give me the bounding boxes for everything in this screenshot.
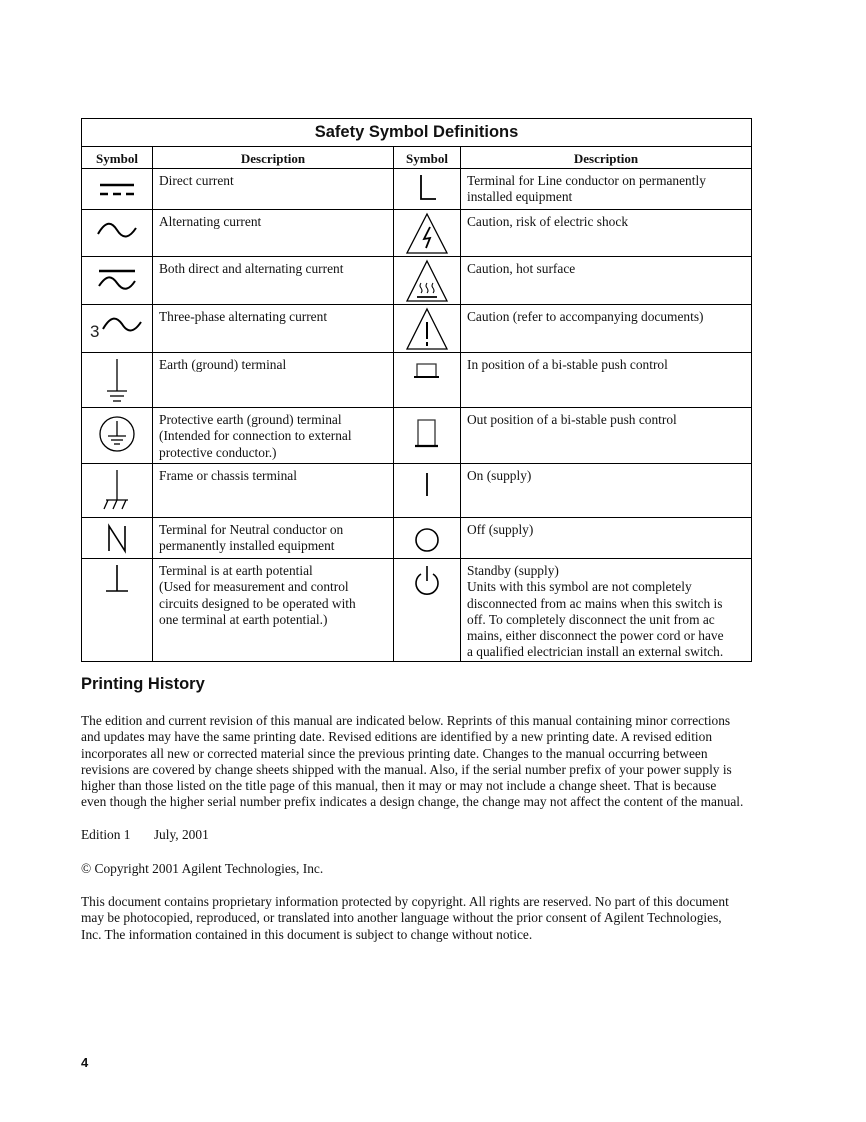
symbol-cell [82, 257, 153, 305]
printing-history-paragraph: The edition and current revision of this manual are indicated below. Reprints of this manual containing minor corrections and updates may have the same printing date. Revised editions are identified by a new printing date. A revised edition incorporates all new or corrected material since the previous printing date. Changes to the manual occurring between revisions are covered by change sheets shipped with the manual. Also, if the serial number prefix of your power supply is higher than those listed on the title page of this manual, then it may or may not include a change sheet. That is because even though the higher serial number prefix indicates a design change, the change may not affect the content of the manual. [81, 713, 744, 810]
description-cell: Alternating current [153, 210, 394, 257]
header-description-2: Description [461, 147, 752, 169]
earth-ground-icon [92, 353, 142, 407]
header-symbol-2: Symbol [394, 147, 461, 169]
description-cell: Caution, hot surface [461, 257, 752, 305]
hot-surface-warning-icon [402, 257, 452, 304]
page-number: 4 [81, 1055, 89, 1070]
table-row [82, 257, 752, 305]
caution-exclamation-icon [402, 305, 452, 352]
symbol-cell [394, 210, 461, 257]
edition-label: Edition 1 [81, 827, 131, 842]
edition-date: July, 2001 [153, 827, 209, 842]
power-on-icon [402, 464, 452, 504]
header-description-1: Description [153, 147, 394, 169]
neutral-terminal-icon [92, 518, 142, 558]
symbol-cell [82, 305, 153, 353]
three-phase-ac-icon [87, 305, 147, 349]
table-header-row [82, 147, 752, 169]
description-cell: Both direct and alternating current [153, 257, 394, 305]
table-row [82, 210, 752, 257]
table-row [82, 464, 752, 518]
symbol-cell [82, 518, 153, 559]
description-cell: Terminal for Line conductor on permanently installed equipment [461, 169, 752, 210]
line-terminal-icon [407, 169, 447, 207]
edition-line [81, 827, 209, 843]
earth-potential-icon [92, 559, 142, 603]
symbol-cell [82, 169, 153, 210]
symbol-cell [82, 353, 153, 408]
symbol-cell [394, 464, 461, 518]
description-cell: Three-phase alternating current [153, 305, 394, 353]
symbol-cell [394, 257, 461, 305]
power-off-icon [402, 518, 452, 558]
safety-symbol-table [81, 118, 752, 662]
table-row [82, 169, 752, 210]
electric-shock-warning-icon [402, 210, 452, 256]
table-row [82, 518, 752, 559]
copyright-line: © Copyright 2001 Agilent Technologies, Inc. [81, 861, 324, 876]
table-row [82, 559, 752, 662]
symbol-cell [394, 169, 461, 210]
description-cell: Earth (ground) terminal [153, 353, 394, 408]
push-control-in-icon [402, 353, 452, 393]
svg-text:3: 3 [90, 322, 100, 341]
description-cell: Caution (refer to accompanying documents) [461, 305, 752, 353]
symbol-cell [394, 559, 461, 662]
description-cell: In position of a bi-stable push control [461, 353, 752, 408]
symbol-cell [82, 210, 153, 257]
copyright-notice: This document contains proprietary information protected by copyright. All rights are reserved. No part of this document may be photocopied, reproduced, or translated into another language without the prior consent of Agilent Technologies, Inc. The information contained in this document is subject to change without notice. [81, 894, 729, 942]
symbol-cell [394, 353, 461, 408]
symbol-cell [394, 408, 461, 464]
alternating-current-icon [92, 210, 142, 250]
standby-icon [402, 559, 452, 603]
symbol-cell [394, 518, 461, 559]
chassis-terminal-icon [92, 464, 142, 516]
description-cell: Terminal for Neutral conductor on permanently installed equipment [153, 518, 394, 559]
table-row [82, 353, 752, 408]
header-symbol-1: Symbol [82, 147, 153, 169]
protective-earth-icon [92, 408, 142, 462]
description-cell: Out position of a bi-stable push control [461, 408, 752, 464]
symbol-cell [82, 408, 153, 464]
description-cell: Direct current [153, 169, 394, 210]
table-row [82, 305, 752, 353]
symbol-cell [394, 305, 461, 353]
push-control-out-icon [402, 408, 452, 462]
table-title: Safety Symbol Definitions [82, 119, 752, 147]
symbol-cell [82, 464, 153, 518]
direct-current-icon [92, 169, 142, 207]
table-row [82, 408, 752, 464]
description-cell: Caution, risk of electric shock [461, 210, 752, 257]
printing-history-heading: Printing History [81, 675, 205, 693]
description-cell: Standby (supply) Units with this symbol are not completely disconnected from ac mains when this switch is off. To completely disconnect the unit from ac mains, either disconnect the power cord or have a qualified electrician install an external switch. [461, 559, 752, 662]
description-cell: Off (supply) [461, 518, 752, 559]
symbol-cell [82, 559, 153, 662]
dc-ac-current-icon [92, 257, 142, 301]
description-cell: Frame or chassis terminal [153, 464, 394, 518]
description-cell: Protective earth (ground) terminal (Intended for connection to external protective conductor.) [153, 408, 394, 464]
description-cell: On (supply) [461, 464, 752, 518]
description-cell: Terminal is at earth potential (Used for measurement and control circuits designed to be operated with one terminal at earth potential.) [153, 559, 394, 662]
